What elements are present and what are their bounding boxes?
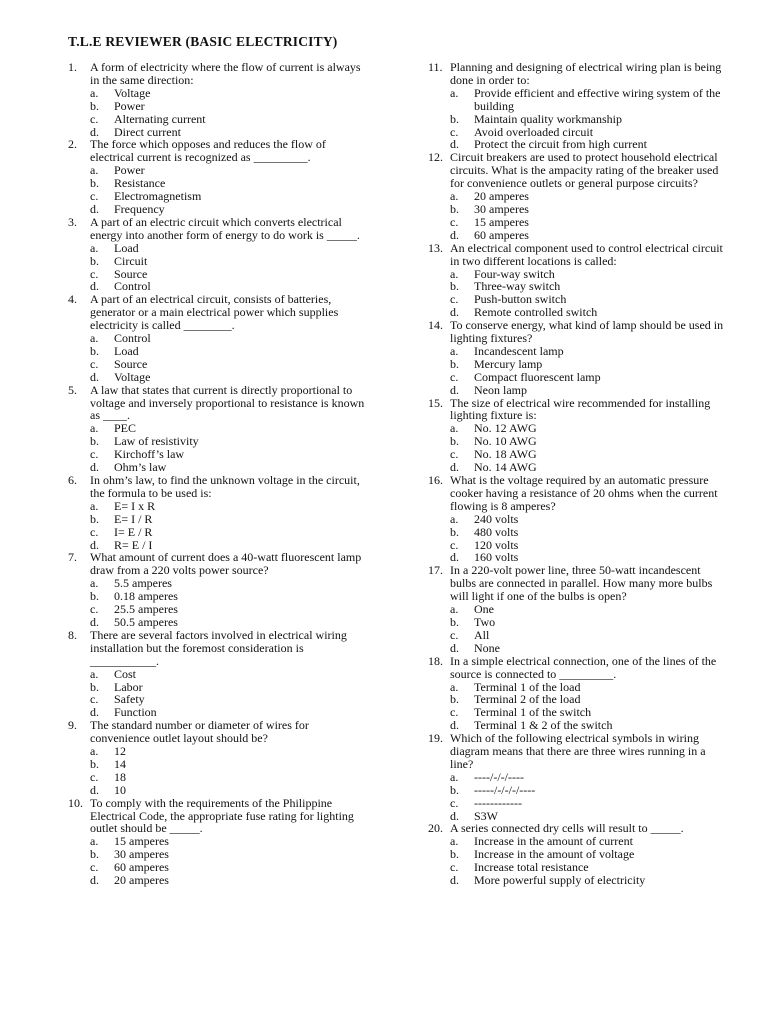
option-letter: d. — [90, 369, 99, 384]
option-letter: a. — [450, 266, 459, 281]
answer-option — [428, 422, 728, 435]
question-text: Planning and designing of electrical wiring plan is being done in order to: — [450, 60, 722, 87]
question-stem — [428, 397, 728, 423]
option-letter: a. — [90, 240, 99, 255]
answer-option — [68, 177, 368, 190]
option-text: 5.5 amperes — [114, 576, 172, 591]
question-number: 17. — [428, 563, 443, 578]
question-stem — [68, 551, 368, 577]
question-item — [428, 655, 728, 732]
option-letter: b. — [450, 692, 459, 707]
option-letter: a. — [90, 666, 99, 681]
option-text: Terminal 2 of the load — [474, 692, 581, 707]
option-letter: c. — [90, 524, 99, 539]
option-text: No. 10 AWG — [474, 434, 537, 449]
option-letter: a. — [450, 834, 459, 849]
option-letter: a. — [90, 421, 99, 436]
answer-option — [68, 448, 368, 461]
question-item — [68, 629, 368, 719]
question-text: A part of an electrical circuit, consists of batteries, generator or a main electrical power which supplies electricity is called ________. — [90, 292, 339, 333]
option-text: ----/-/-/---- — [474, 769, 524, 784]
option-letter: a. — [450, 189, 459, 204]
question-stem — [68, 293, 368, 332]
answer-option — [68, 758, 368, 771]
answer-option — [68, 435, 368, 448]
answer-option — [68, 100, 368, 113]
question-stem — [428, 474, 728, 513]
option-text: No. 14 AWG — [474, 460, 537, 475]
question-item — [428, 242, 728, 319]
option-text: Voltage — [114, 85, 151, 100]
option-text: Electromagnetism — [114, 189, 202, 204]
question-stem — [68, 474, 368, 500]
option-letter: d. — [450, 382, 459, 397]
answer-option — [428, 874, 728, 887]
option-text: Function — [114, 705, 157, 720]
option-text: Power — [114, 163, 145, 178]
question-text: Circuit breakers are used to protect household electrical circuits. What is the ampacity rating of the breaker used for convenience outlets or general purpose circuits? — [450, 150, 719, 191]
option-letter: b. — [450, 434, 459, 449]
answer-option — [428, 268, 728, 281]
answer-option — [68, 422, 368, 435]
question-item — [68, 797, 368, 887]
option-letter: d. — [450, 305, 459, 320]
question-stem — [428, 242, 728, 268]
question-number: 2. — [68, 137, 77, 152]
question-item — [428, 397, 728, 474]
option-letter: b. — [90, 176, 99, 191]
option-letter: d. — [450, 460, 459, 475]
option-letter: c. — [450, 214, 459, 229]
question-number: 12. — [428, 150, 443, 165]
option-text: R= E / I — [114, 537, 153, 552]
option-letter: c. — [90, 602, 99, 617]
question-number: 7. — [68, 550, 77, 565]
answer-option — [428, 539, 728, 552]
option-letter: d. — [90, 537, 99, 552]
answer-option — [428, 771, 728, 784]
option-text: 0.18 amperes — [114, 589, 178, 604]
question-item — [68, 138, 368, 215]
question-text: To comply with the requirements of the Philippine Electrical Code, the appropriate fuse rating for lighting outlet should be _____. — [90, 795, 354, 836]
answer-option — [428, 513, 728, 526]
question-item — [68, 216, 368, 293]
option-text: Load — [114, 240, 139, 255]
option-letter: b. — [450, 111, 459, 126]
question-item — [68, 384, 368, 474]
option-letter: b. — [90, 253, 99, 268]
option-text: Provide efficient and effective wiring system of the building — [474, 85, 721, 113]
question-text: What is the voltage required by an automatic pressure cooker having a resistance of 20 ohms when the current flowing is 8 amperes? — [450, 473, 718, 513]
option-letter: c. — [90, 860, 99, 875]
answer-option — [68, 513, 368, 526]
option-letter: c. — [450, 705, 459, 720]
question-text: What amount of current does a 40-watt fluorescent lamp draw from a 220 volts power source? — [90, 550, 362, 578]
question-number: 20. — [428, 821, 443, 836]
option-text: Compact fluorescent lamp — [474, 369, 601, 384]
option-letter: a. — [90, 163, 99, 178]
option-letter: c. — [450, 627, 459, 642]
option-letter: c. — [450, 292, 459, 307]
question-item — [428, 822, 728, 887]
option-text: -----/-/-/-/---- — [474, 782, 536, 797]
question-stem — [428, 319, 728, 345]
answer-option — [68, 87, 368, 100]
question-text: A part of an electric circuit which converts electrical energy into another form of energy to do work is _____. — [90, 214, 360, 242]
option-text: Three-way switch — [474, 279, 561, 294]
option-letter: c. — [450, 447, 459, 462]
option-letter: c. — [90, 692, 99, 707]
question-stem — [428, 61, 728, 87]
option-text: ------------ — [474, 795, 522, 810]
option-letter: b. — [90, 511, 99, 526]
answer-option — [428, 797, 728, 810]
answer-option — [68, 771, 368, 784]
question-stem — [68, 384, 368, 423]
question-text: The size of electrical wire recommended for installing lighting fixture is: — [450, 395, 711, 423]
option-letter: a. — [90, 85, 99, 100]
option-text: Two — [474, 614, 496, 629]
option-text: Incandescent lamp — [474, 343, 564, 358]
option-text: Kirchoff’s law — [114, 447, 185, 462]
option-text: 14 — [114, 756, 126, 771]
option-letter: b. — [450, 279, 459, 294]
question-text: In a simple electrical connection, one of the lines of the source is connected to _________. — [450, 653, 717, 681]
answer-option — [68, 268, 368, 281]
question-stem — [428, 151, 728, 190]
option-letter: b. — [90, 434, 99, 449]
option-text: Safety — [114, 692, 145, 707]
answer-option — [428, 616, 728, 629]
option-text: 50.5 amperes — [114, 614, 178, 629]
option-text: Terminal 1 of the switch — [474, 705, 592, 720]
answer-option — [68, 681, 368, 694]
option-text: Voltage — [114, 369, 151, 384]
option-letter: b. — [90, 589, 99, 604]
option-letter: d. — [90, 614, 99, 629]
answer-option — [428, 435, 728, 448]
option-letter: d. — [450, 718, 459, 733]
option-text: Source — [114, 356, 148, 371]
answer-option — [68, 526, 368, 539]
option-text: Push-button switch — [474, 292, 567, 307]
option-letter: b. — [450, 782, 459, 797]
option-text: 30 amperes — [114, 847, 169, 862]
answer-option — [428, 784, 728, 797]
question-stem — [68, 797, 368, 836]
option-text: Mercury lamp — [474, 356, 543, 371]
option-text: Increase in the amount of current — [474, 834, 633, 849]
option-text: Increase in the amount of voltage — [474, 847, 635, 862]
option-letter: d. — [90, 460, 99, 475]
option-text: 160 volts — [474, 550, 519, 565]
question-item — [428, 151, 728, 241]
option-text: Direct current — [114, 124, 181, 139]
question-item — [68, 719, 368, 796]
answer-option — [68, 874, 368, 887]
option-letter: a. — [450, 85, 459, 100]
option-letter: c. — [450, 537, 459, 552]
question-stem — [428, 564, 728, 603]
option-text: Source — [114, 266, 148, 281]
question-number: 16. — [428, 473, 443, 487]
option-letter: a. — [90, 331, 99, 346]
question-number: 14. — [428, 318, 443, 333]
question-number: 6. — [68, 473, 77, 487]
page-title: T.L.E REVIEWER (BASIC ELECTRICITY) — [68, 34, 338, 49]
question-number: 3. — [68, 214, 77, 229]
answer-option — [428, 280, 728, 293]
option-letter: d. — [450, 137, 459, 152]
question-item — [428, 61, 728, 151]
question-text: A series connected dry cells will result to _____. — [450, 821, 684, 836]
question-text: There are several factors involved in electrical wiring installation but the foremost consideration is ___________. — [90, 627, 347, 668]
option-letter: a. — [90, 576, 99, 591]
option-letter: d. — [90, 782, 99, 797]
answer-option — [68, 242, 368, 255]
option-text: Four-way switch — [474, 266, 555, 281]
question-stem — [68, 719, 368, 745]
option-letter: d. — [450, 808, 459, 823]
answer-option — [68, 164, 368, 177]
answer-option — [428, 371, 728, 384]
option-letter: d. — [450, 550, 459, 565]
option-letter: a. — [450, 511, 459, 526]
question-stem — [428, 655, 728, 681]
option-letter: d. — [90, 124, 99, 139]
answer-option — [428, 203, 728, 216]
question-text: To conserve energy, what kind of lamp should be used in lighting fixtures? — [450, 318, 724, 346]
answer-option — [68, 332, 368, 345]
option-text: Neon lamp — [474, 382, 527, 397]
answer-option — [428, 448, 728, 461]
option-letter: b. — [450, 847, 459, 862]
option-text: E= I / R — [114, 511, 153, 526]
option-text: 15 amperes — [114, 834, 169, 849]
question-item — [68, 551, 368, 628]
question-number: 18. — [428, 653, 443, 668]
option-text: All — [474, 627, 490, 642]
answer-option — [428, 629, 728, 642]
answer-option — [68, 835, 368, 848]
option-letter: a. — [90, 744, 99, 759]
option-letter: b. — [90, 98, 99, 113]
option-text: Cost — [114, 666, 137, 681]
option-text: 30 amperes — [474, 201, 529, 216]
question-number: 9. — [68, 718, 77, 733]
answer-option — [68, 190, 368, 203]
question-item — [428, 732, 728, 822]
question-number: 19. — [428, 731, 443, 746]
option-letter: a. — [450, 679, 459, 694]
question-number: 15. — [428, 395, 443, 410]
question-item — [428, 564, 728, 654]
option-text: 60 amperes — [114, 860, 169, 875]
answer-option — [68, 848, 368, 861]
answer-option — [68, 745, 368, 758]
answer-option — [68, 668, 368, 681]
option-letter: c. — [90, 111, 99, 126]
option-letter: b. — [90, 679, 99, 694]
question-stem — [68, 61, 368, 87]
option-letter: c. — [90, 266, 99, 281]
option-text: Load — [114, 343, 139, 358]
option-text: 25.5 amperes — [114, 602, 178, 617]
option-text: 15 amperes — [474, 214, 529, 229]
option-text: I= E / R — [114, 524, 153, 539]
option-letter: c. — [90, 356, 99, 371]
option-text: Frequency — [114, 201, 165, 216]
option-letter: c. — [90, 189, 99, 204]
option-text: 240 volts — [474, 511, 519, 526]
question-number: 11. — [428, 60, 443, 74]
option-letter: d. — [90, 279, 99, 294]
question-text: In ohm’s law, to find the unknown voltage in the circuit, the formula to be used is: — [90, 473, 360, 500]
option-letter: a. — [450, 769, 459, 784]
option-letter: a. — [90, 834, 99, 849]
option-text: 12 — [114, 744, 126, 759]
question-number: 10. — [68, 795, 83, 810]
option-letter: a. — [450, 421, 459, 436]
option-letter: d. — [90, 873, 99, 888]
question-text: Which of the following electrical symbols in wiring diagram means that there are three wires running in a line? — [450, 731, 706, 771]
option-text: 20 amperes — [474, 189, 529, 204]
option-text: Ohm’s law — [114, 460, 167, 475]
question-stem — [68, 138, 368, 164]
option-text: 20 amperes — [114, 873, 169, 888]
question-number: 5. — [68, 382, 77, 397]
option-letter: d. — [450, 640, 459, 655]
question-item — [68, 293, 368, 383]
question-text: The standard number or diameter of wires for convenience outlet layout should be? — [90, 718, 309, 746]
option-text: No. 18 AWG — [474, 447, 537, 462]
option-text: Alternating current — [114, 111, 206, 126]
option-text: More powerful supply of electricity — [474, 873, 646, 888]
answer-option — [68, 113, 368, 126]
option-text: Increase total resistance — [474, 860, 589, 875]
option-letter: b. — [450, 524, 459, 539]
option-letter: d. — [90, 201, 99, 216]
option-text: Circuit — [114, 253, 148, 268]
option-letter: c. — [450, 795, 459, 810]
option-text: 480 volts — [474, 524, 519, 539]
option-text: Resistance — [114, 176, 166, 191]
option-text: Law of resistivity — [114, 434, 199, 449]
answer-option — [68, 500, 368, 513]
option-letter: b. — [90, 343, 99, 358]
question-number: 4. — [68, 292, 77, 307]
option-letter: b. — [450, 201, 459, 216]
option-text: 18 — [114, 769, 126, 784]
answer-option — [68, 590, 368, 603]
answer-option — [68, 345, 368, 358]
option-text: Control — [114, 331, 151, 346]
option-text: Remote controlled switch — [474, 305, 598, 320]
option-letter: d. — [450, 227, 459, 242]
option-letter: c. — [90, 447, 99, 462]
option-text: E= I x R — [114, 498, 156, 513]
question-item — [428, 474, 728, 564]
option-text: No. 12 AWG — [474, 421, 537, 436]
option-text: Power — [114, 98, 145, 113]
option-letter: a. — [450, 602, 459, 617]
question-number: 8. — [68, 627, 77, 642]
option-letter: c. — [450, 860, 459, 875]
question-item — [68, 61, 368, 138]
answer-option — [68, 577, 368, 590]
option-letter: b. — [450, 614, 459, 629]
answer-option — [428, 526, 728, 539]
option-text: 10 — [114, 782, 126, 797]
option-text: Terminal 1 & 2 of the switch — [474, 718, 613, 733]
option-letter: c. — [90, 769, 99, 784]
question-text: In a 220-volt power line, three 50-watt incandescent bulbs are connected in parallel. How many more bulbs will light if one of the bulbs is open? — [450, 563, 713, 604]
option-text: Labor — [114, 679, 143, 694]
option-letter: b. — [450, 356, 459, 371]
option-text: Avoid overloaded circuit — [474, 124, 594, 139]
option-text: Terminal 1 of the load — [474, 679, 581, 694]
option-letter: a. — [450, 343, 459, 358]
question-number: 13. — [428, 240, 443, 255]
answer-option — [68, 603, 368, 616]
answer-option — [68, 255, 368, 268]
option-text: Maintain quality workmanship — [474, 111, 622, 126]
question-text: An electrical component used to control electrical circuit in two different locations is called: — [450, 240, 723, 268]
question-stem — [68, 629, 368, 668]
question-stem — [68, 216, 368, 242]
left-column — [68, 61, 368, 887]
question-item — [428, 319, 728, 396]
question-stem — [428, 732, 728, 771]
option-text: Control — [114, 279, 151, 294]
question-text: A law that states that current is directly proportional to voltage and inversely proportional to resistance is known as ____. — [90, 382, 365, 423]
option-letter: b. — [90, 847, 99, 862]
option-text: None — [474, 640, 500, 655]
answer-option — [68, 358, 368, 371]
option-letter: c. — [450, 369, 459, 384]
answer-option — [428, 216, 728, 229]
option-text: 60 amperes — [474, 227, 529, 242]
question-item — [68, 474, 368, 551]
option-letter: d. — [90, 705, 99, 720]
option-text: Protect the circuit from high current — [474, 137, 647, 152]
option-letter: b. — [90, 756, 99, 771]
question-text: The force which opposes and reduces the flow of electrical current is recognized as _________. — [90, 137, 326, 165]
answer-option — [68, 693, 368, 706]
option-letter: a. — [90, 498, 99, 513]
answer-option — [68, 861, 368, 874]
option-text: PEC — [114, 421, 137, 436]
option-text: One — [474, 602, 494, 617]
option-text: S3W — [474, 808, 498, 823]
answer-option — [428, 190, 728, 203]
answer-option — [428, 345, 728, 358]
answer-option — [428, 603, 728, 616]
option-letter: c. — [450, 124, 459, 139]
answer-option — [428, 87, 728, 113]
question-text: A form of electricity where the flow of current is always in the same direction: — [90, 60, 361, 87]
option-text: 120 volts — [474, 537, 519, 552]
question-number: 1. — [68, 60, 77, 74]
option-letter: d. — [450, 873, 459, 888]
right-column — [428, 61, 728, 887]
